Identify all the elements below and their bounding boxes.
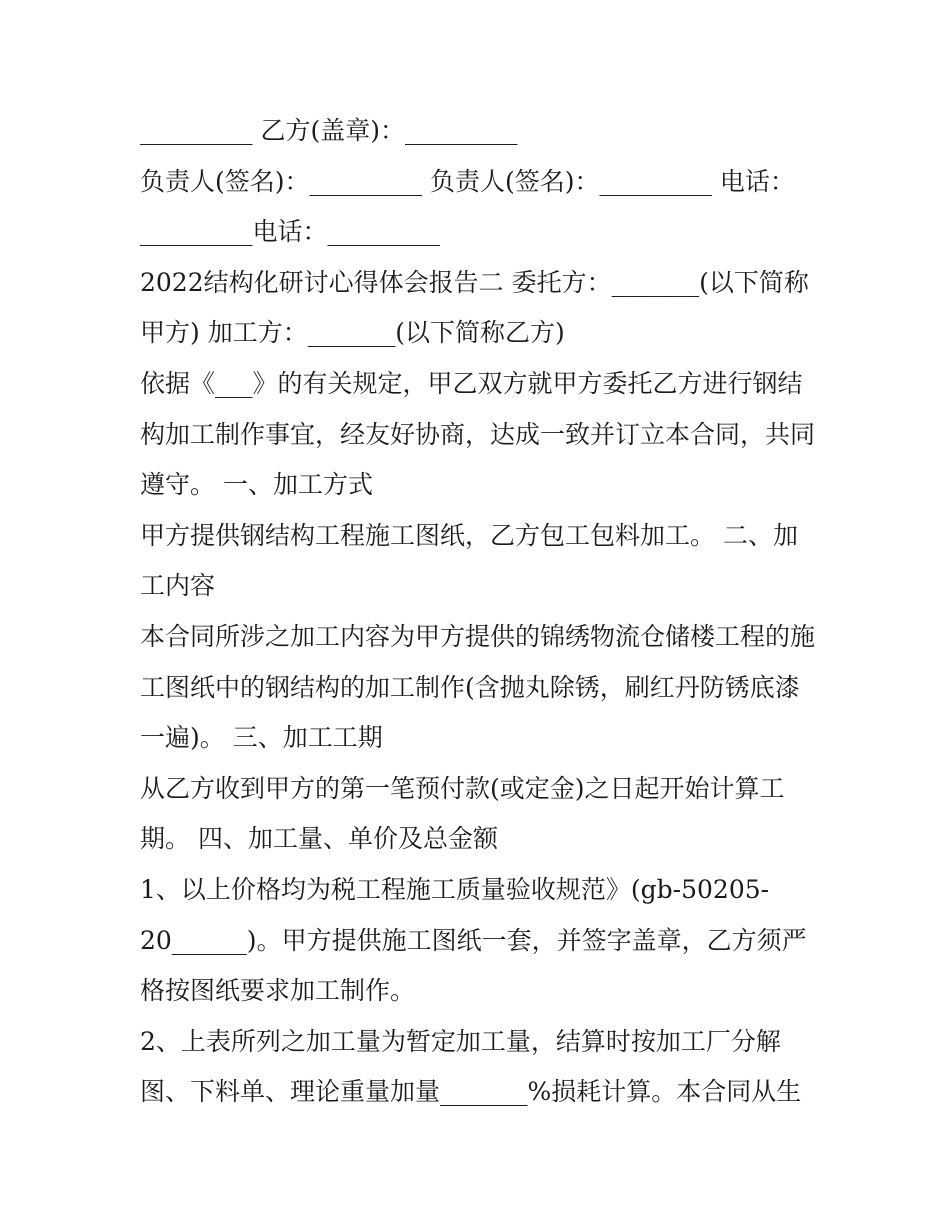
text-line: 依据《___》的有关规定，甲乙双方就甲方委托乙方进行钢结 — [140, 369, 803, 398]
text-line: 工图纸中的钢结构的加工制作(含抛丸除锈，刷红丹防锈底漆 — [140, 673, 800, 702]
text-line: 1、以上价格均为税工程施工质量验收规范》(gb-50205- — [140, 875, 770, 904]
text-line: 2、上表所列之加工量为暂定加工量，结算时按加工厂分解 — [140, 1027, 781, 1056]
text-line: 格按图纸要求加工制作。 — [140, 976, 416, 1005]
text-line: 甲方) 加工方：_______(以下简称乙方) — [140, 318, 565, 347]
text-line: 遵守。 一、加工方式 — [140, 470, 373, 499]
text-line: 2022结构化研讨心得体会报告二 委托方：_______(以下简称 — [140, 268, 809, 297]
text-line: _________电话：_________ — [140, 217, 441, 246]
text-line: 本合同所涉之加工内容为甲方提供的锦绣物流仓储楼工程的施 — [140, 622, 816, 651]
text-line: 20______)。甲方提供施工图纸一套，并签字盖章，乙方须严 — [140, 926, 807, 955]
text-line: 从乙方收到甲方的第一笔预付款(或定金)之日起开始计算工 — [140, 774, 785, 803]
text-line: 甲方提供钢结构工程施工图纸，乙方包工包料加工。 二、加 — [140, 521, 798, 550]
text-line: 期。 四、加工量、单价及总金额 — [140, 824, 498, 853]
text-line: 负责人(签名)：_________ 负责人(签名)：_________ 电话： — [140, 167, 795, 196]
text-line: 图、下料单、理论重量加量_______%损耗计算。本合同从生 — [140, 1077, 802, 1106]
text-line: 一遍)。 三、加工工期 — [140, 723, 383, 752]
text-line: 构加工制作事宜，经友好协商，达成一致并订立本合同，共同 — [140, 420, 816, 449]
text-line: _________ 乙方(盖章)：_________ — [140, 116, 518, 145]
text-line: 工内容 — [140, 571, 216, 600]
